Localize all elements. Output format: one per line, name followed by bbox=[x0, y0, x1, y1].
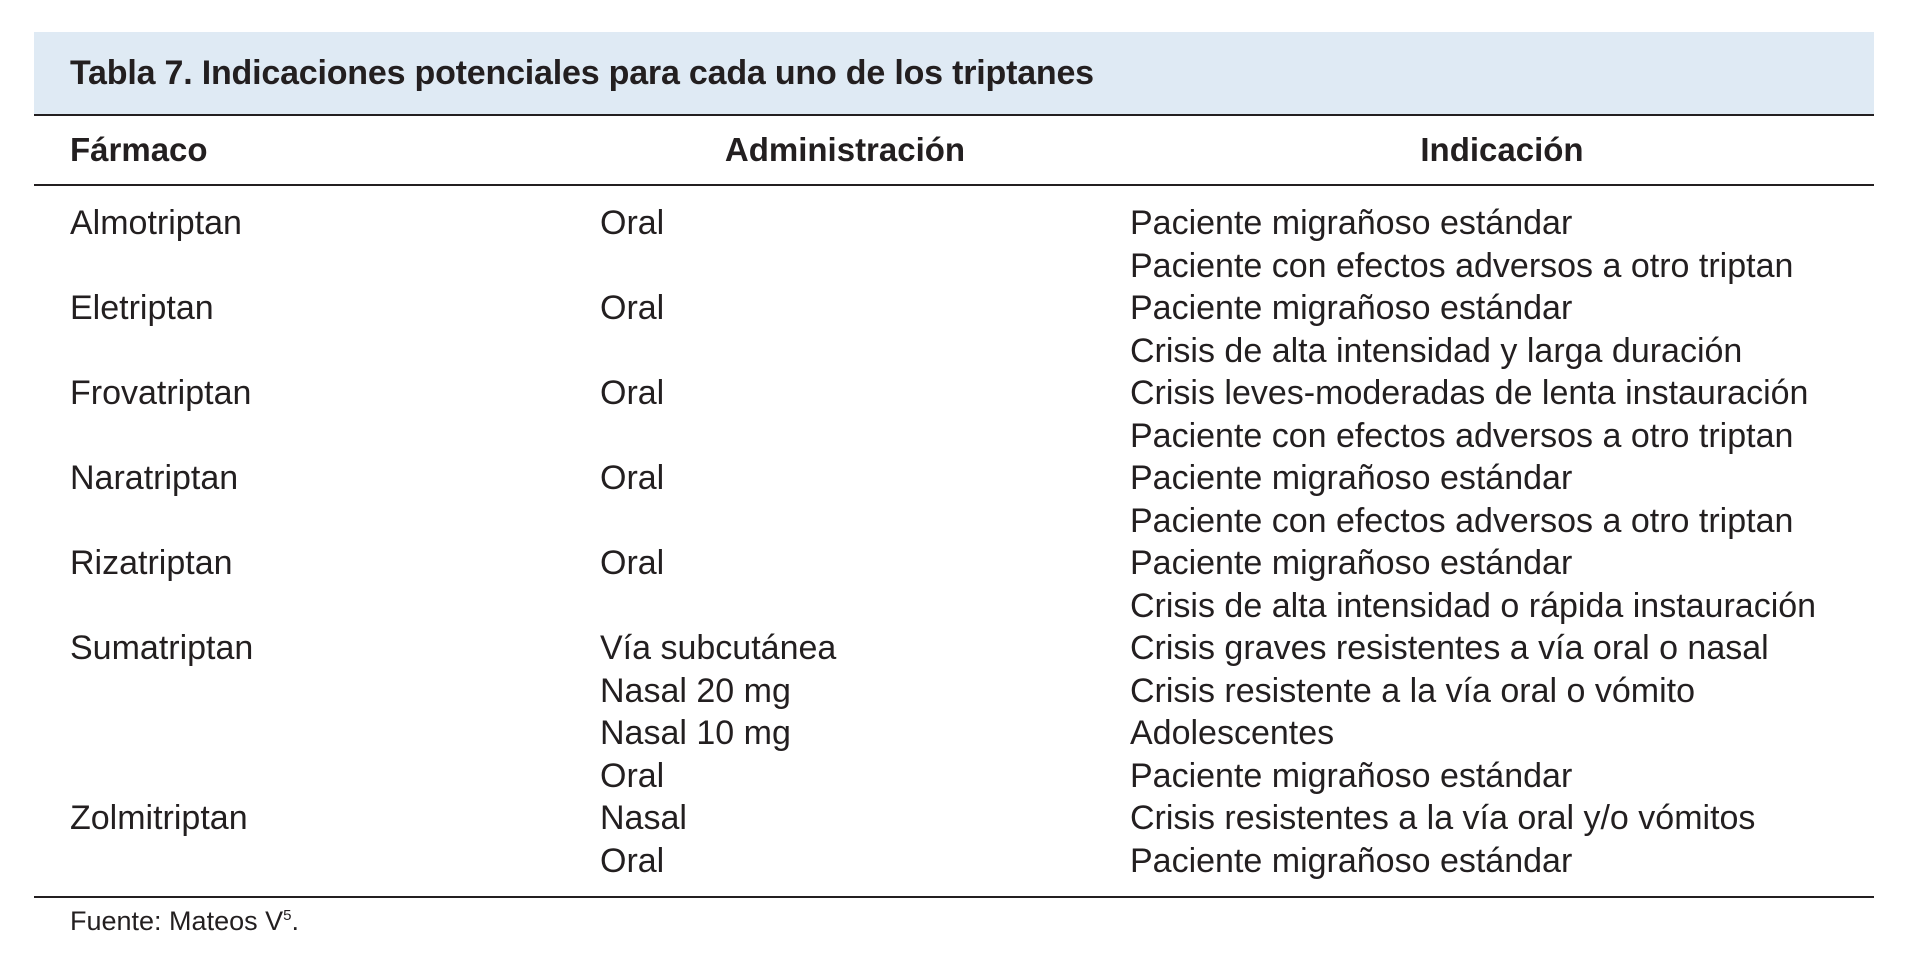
route-cell bbox=[600, 627, 1130, 797]
table-row bbox=[34, 797, 1874, 882]
drug-name: Rizatriptan bbox=[70, 544, 233, 582]
indication-line: Crisis leves-moderadas de lenta instauración bbox=[1130, 374, 1809, 412]
route-cell bbox=[600, 202, 1130, 287]
header-indication: Indicación bbox=[1420, 131, 1584, 168]
indication-line: Crisis de alta intensidad o rápida instauración bbox=[1130, 586, 1817, 625]
route-cell bbox=[600, 457, 1130, 542]
indication-line: Crisis de alta intensidad y larga duración bbox=[1130, 331, 1743, 370]
route-line: Oral bbox=[600, 459, 665, 497]
indication-line: Paciente migrañoso estándar bbox=[1130, 459, 1573, 497]
route-cell bbox=[600, 542, 1130, 627]
table-row bbox=[34, 627, 1874, 797]
table-source-note bbox=[70, 906, 299, 937]
indication-line: Crisis resistente a la vía oral o vómito bbox=[1130, 671, 1695, 710]
table-header-row bbox=[34, 116, 1874, 186]
table-row bbox=[34, 542, 1874, 627]
indication-line: Paciente con efectos adversos a otro triptan bbox=[1130, 501, 1794, 540]
indication-cell bbox=[1130, 287, 1874, 372]
indication-line: Crisis graves resistentes a vía oral o nasal bbox=[1130, 629, 1769, 667]
route-line bbox=[600, 415, 1130, 458]
triptan-indications-table bbox=[34, 32, 1874, 898]
indication-line: Paciente con efectos adversos a otro triptan bbox=[1130, 416, 1794, 455]
drug-cell bbox=[34, 542, 600, 627]
route-line bbox=[600, 500, 1130, 543]
table-row bbox=[34, 457, 1874, 542]
indication-cell bbox=[1130, 372, 1874, 457]
drug-cell bbox=[34, 287, 600, 372]
drug-name: Frovatriptan bbox=[70, 374, 252, 412]
table-title-bar bbox=[34, 32, 1874, 116]
indication-line: Paciente migrañoso estándar bbox=[1130, 544, 1573, 582]
drug-name: Sumatriptan bbox=[70, 629, 254, 667]
drug-name: Almotriptan bbox=[70, 204, 242, 242]
indication-line: Paciente migrañoso estándar bbox=[1130, 756, 1573, 795]
drug-cell bbox=[34, 202, 600, 287]
route-line: Oral bbox=[600, 841, 665, 880]
drug-cell bbox=[34, 457, 600, 542]
indication-cell bbox=[1130, 797, 1874, 882]
route-line bbox=[600, 245, 1130, 288]
drug-name: Zolmitriptan bbox=[70, 799, 248, 837]
table-row bbox=[34, 372, 1874, 457]
route-cell bbox=[600, 372, 1130, 457]
route-line: Nasal 10 mg bbox=[600, 714, 791, 752]
route-line bbox=[600, 585, 1130, 628]
drug-cell bbox=[34, 797, 600, 882]
source-text: Fuente: Mateos V bbox=[70, 906, 284, 936]
route-line: Oral bbox=[600, 374, 665, 412]
indication-line: Paciente migrañoso estándar bbox=[1130, 289, 1573, 327]
header-drug: Fármaco bbox=[70, 131, 208, 168]
indication-line: Paciente con efectos adversos a otro triptan bbox=[1130, 246, 1794, 285]
indication-line: Paciente migrañoso estándar bbox=[1130, 841, 1573, 880]
source-reference: 5 bbox=[283, 907, 292, 924]
drug-name: Naratriptan bbox=[70, 459, 239, 497]
route-line: Oral bbox=[600, 204, 665, 242]
route-line: Oral bbox=[600, 756, 665, 795]
source-end: . bbox=[291, 906, 299, 936]
table-body bbox=[34, 186, 1874, 898]
indication-line: Adolescentes bbox=[1130, 714, 1335, 752]
route-line: Vía subcutánea bbox=[600, 629, 837, 667]
route-line: Nasal bbox=[600, 799, 687, 837]
route-line: Oral bbox=[600, 544, 665, 582]
indication-cell bbox=[1130, 627, 1874, 797]
drug-cell bbox=[34, 372, 600, 457]
table-row bbox=[34, 202, 1874, 287]
route-cell bbox=[600, 287, 1130, 372]
route-cell bbox=[600, 797, 1130, 882]
indication-line: Crisis resistentes a la vía oral y/o vómitos bbox=[1130, 799, 1756, 837]
route-line bbox=[600, 330, 1130, 373]
indication-cell bbox=[1130, 457, 1874, 542]
drug-cell bbox=[34, 627, 600, 797]
indication-line: Paciente migrañoso estándar bbox=[1130, 204, 1573, 242]
route-line: Nasal 20 mg bbox=[600, 671, 791, 710]
route-line: Oral bbox=[600, 289, 665, 327]
table-row bbox=[34, 287, 1874, 372]
header-route: Administración bbox=[724, 131, 966, 168]
indication-cell bbox=[1130, 202, 1874, 287]
table-title: Tabla 7. Indicaciones potenciales para cada uno de los triptanes bbox=[70, 53, 1094, 92]
indication-cell bbox=[1130, 542, 1874, 627]
drug-name: Eletriptan bbox=[70, 289, 214, 327]
